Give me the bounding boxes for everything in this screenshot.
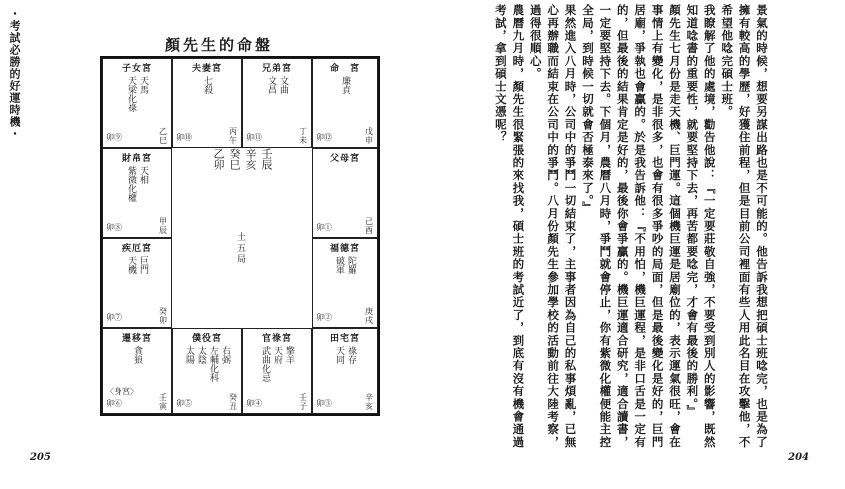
right-page bbox=[425, 0, 845, 489]
palace-name: 財帛宮 bbox=[121, 154, 152, 164]
star-name: 廉貞 bbox=[340, 76, 350, 94]
life-number: 卯⑦ bbox=[106, 313, 122, 322]
star-name: 七殺 bbox=[202, 76, 212, 94]
palace-stars bbox=[173, 76, 241, 94]
palace-name: 僕役宮 bbox=[191, 334, 222, 344]
palace-cell bbox=[242, 58, 312, 148]
birth-pillar: 壬辰 bbox=[260, 148, 273, 170]
palace-cell bbox=[242, 328, 312, 414]
paragraph: 我瞭解了他的處境，勸告他說：『一定要莊敬自強，不要受到別人的影響，既然知道唸書的重要性，就要堅持下去，再苦都要唸完，才會有最後的勝利。』 bbox=[685, 4, 717, 449]
stem-branch: 辛亥 bbox=[365, 393, 373, 411]
side-caption: ・考試必勝的好運時機・ bbox=[8, 8, 21, 140]
star-name: 擎羊 bbox=[284, 346, 294, 364]
star-name: 天馬 bbox=[138, 76, 148, 94]
life-number: 卯⑨ bbox=[106, 133, 122, 142]
paragraph: 景氣的時候，想要另謀出路也是不可能的。他告訴我想把碩士班唸完，也是為了擁有較高的學歷，好獲住前程，但是目前公司裡面有些人用此名目在攻擊他，不希望他唸完碩士班。 bbox=[720, 4, 769, 449]
paragraph: 顏先生七月份是走天機、巨門運。這個機巨運是居廟位的，表示運氣很旺，會在事情上有變化，是非很多，也會有很多爭吵的局面，但是最後變化是好的，巨門居廟，爭執也會贏的。於是我告訴他：『不用怕，機巨運程，是非口舌是一定有的，但最後的結果肯定是好的，最後你會爭贏的。機巨運適合研究，適合讀書，一定要堅持下去。下個月，農曆八月時，爭鬥就會停止，你有紫微化權便能主控全局，到時候一切就會否極泰來了。』 bbox=[580, 4, 682, 449]
star-name: 陀羅 bbox=[346, 256, 356, 274]
stem-branch: 丙午 bbox=[229, 127, 237, 145]
palace-name: 夫妻宮 bbox=[191, 64, 222, 74]
star-name: 右弼 bbox=[220, 346, 230, 364]
palace-cell bbox=[102, 328, 172, 414]
life-number: 卯⑪ bbox=[246, 133, 262, 142]
stem-branch: 壬子 bbox=[299, 393, 307, 411]
palace-cell bbox=[172, 58, 242, 148]
star-name: 貪狼 bbox=[132, 346, 142, 364]
life-number: 卯③ bbox=[316, 399, 332, 408]
palace-name: 子女宮 bbox=[121, 64, 152, 74]
stem-branch: 癸丑 bbox=[229, 393, 237, 411]
palace-cell bbox=[312, 328, 378, 414]
stem-branch: 乙巳 bbox=[159, 127, 167, 145]
palace-name: 父母宮 bbox=[329, 154, 360, 164]
life-number: 卯② bbox=[316, 313, 332, 322]
stem-branch: 戊申 bbox=[365, 127, 373, 145]
palace-cell bbox=[312, 58, 378, 148]
paragraph: 農曆九月時，顏先生很緊張的來找我，碩士班的考試近了，到底有沒有機會通過考試，拿到碩士文憑呢？ bbox=[493, 4, 526, 449]
palace-name: 官祿宮 bbox=[261, 334, 292, 344]
star-name: 破軍 bbox=[334, 256, 344, 274]
left-page bbox=[0, 0, 420, 489]
body-palace-note: 〈身宮〉 bbox=[106, 387, 138, 396]
life-number: 卯⑤ bbox=[176, 399, 192, 408]
star-name: 左輔化科 bbox=[208, 346, 218, 382]
star-name: 巨門 bbox=[138, 256, 148, 274]
life-number: 卯⑧ bbox=[106, 223, 122, 232]
palace-stars bbox=[103, 76, 171, 112]
star-name: 天同 bbox=[334, 346, 344, 364]
palace-cell bbox=[102, 238, 172, 328]
body-text bbox=[435, 4, 770, 452]
life-number: 卯⑫ bbox=[316, 133, 332, 142]
star-name: 天相 bbox=[138, 166, 148, 184]
palace-stars bbox=[313, 256, 377, 274]
page-number-left: 205 bbox=[30, 452, 51, 463]
palace-name: 命 宮 bbox=[329, 64, 360, 74]
life-number: 卯① bbox=[316, 223, 332, 232]
palace-cell bbox=[102, 148, 172, 238]
page-number-right: 204 bbox=[788, 452, 809, 463]
star-name: 天機 bbox=[126, 256, 136, 274]
palace-stars bbox=[313, 346, 377, 364]
life-number: 卯⑥ bbox=[106, 399, 122, 408]
star-name: 武曲化忌 bbox=[260, 346, 270, 382]
stem-branch: 壬寅 bbox=[159, 393, 167, 411]
palace-cell bbox=[312, 148, 378, 238]
destiny-chart bbox=[100, 56, 380, 416]
star-name: 太陽 bbox=[184, 346, 194, 364]
stem-branch: 甲辰 bbox=[159, 217, 167, 235]
birth-pillars bbox=[172, 148, 312, 208]
birth-pillar: 乙卯 bbox=[212, 148, 225, 170]
palace-stars bbox=[103, 346, 171, 364]
palace-cell bbox=[102, 58, 172, 148]
star-name: 天梁化祿 bbox=[126, 76, 136, 112]
birth-pillar: 癸巳 bbox=[228, 148, 241, 170]
palace-name: 遷移宮 bbox=[121, 334, 152, 344]
palace-stars bbox=[313, 76, 377, 94]
chart-title: 顏先生的命盤 bbox=[165, 36, 274, 54]
star-name: 紫微化權 bbox=[126, 166, 136, 202]
star-name: 文昌 bbox=[266, 76, 276, 94]
star-name: 太陰 bbox=[196, 346, 206, 364]
star-name: 文曲 bbox=[278, 76, 288, 94]
palace-cell bbox=[312, 238, 378, 328]
stem-branch: 庚戌 bbox=[365, 307, 373, 325]
palace-stars bbox=[173, 346, 241, 382]
palace-stars bbox=[243, 346, 311, 382]
star-name: 天府 bbox=[272, 346, 282, 364]
stem-branch: 己酉 bbox=[365, 217, 373, 235]
five-element-bureau: 土五局 bbox=[235, 232, 245, 265]
palace-name: 福德宮 bbox=[329, 244, 360, 254]
star-name: 祿存 bbox=[346, 346, 356, 364]
birth-pillar: 辛亥 bbox=[244, 148, 257, 170]
palace-name: 兄弟宮 bbox=[261, 64, 292, 74]
palace-stars bbox=[103, 166, 171, 202]
palace-name: 田宅宮 bbox=[329, 334, 360, 344]
palace-cell bbox=[172, 328, 242, 414]
paragraph: 果然進入八月時，公司中的爭鬥一切結束了，主事者因為自己的私事煩亂，已無心再辦職而結束在公司中的爭鬥。八月份顏先生參加學校的活動前往大陸考察，過得很順心。 bbox=[528, 4, 578, 449]
palace-name: 疾厄宮 bbox=[121, 244, 152, 254]
palace-stars bbox=[103, 256, 171, 274]
life-number: 卯⑩ bbox=[176, 133, 192, 142]
stem-branch: 癸卯 bbox=[159, 307, 167, 325]
life-number: 卯④ bbox=[246, 399, 262, 408]
palace-stars bbox=[243, 76, 311, 94]
stem-branch: 丁未 bbox=[299, 127, 307, 145]
